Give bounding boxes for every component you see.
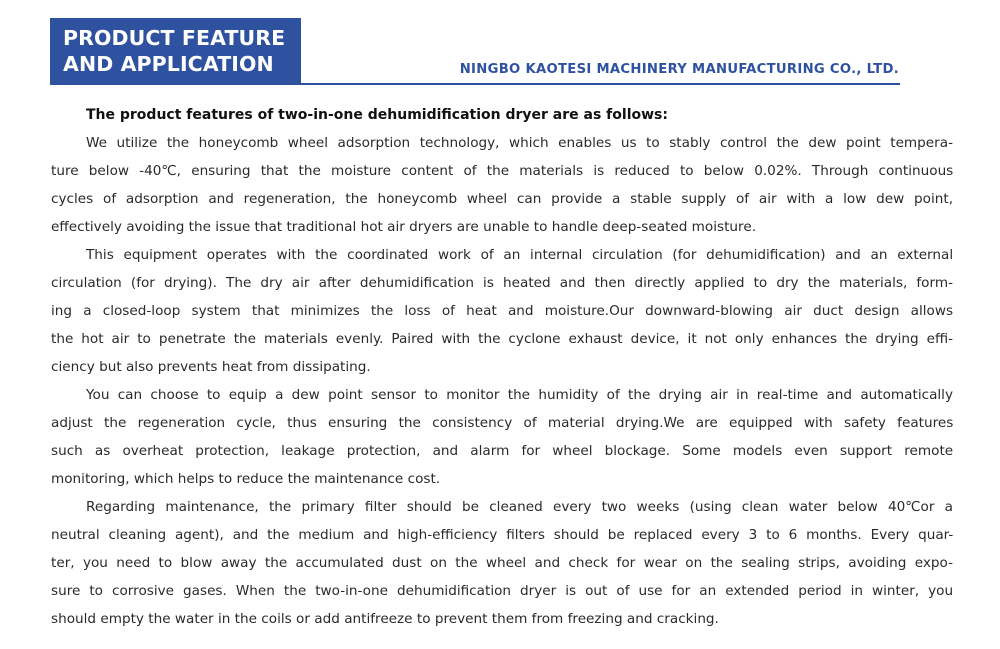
text-line: ciency but also prevents heat from dissipating. xyxy=(51,359,371,375)
text-line: ture below -40℃, ensuring that the moisture content of the materials is reduced to below 0.02%. Through continuous xyxy=(51,163,954,179)
paragraph-circulation-design xyxy=(51,241,953,381)
text-line: You can choose to equip a dew point sensor to monitor the humidity of the drying air in real-time and automatically xyxy=(86,387,953,403)
text-line: cycles of adsorption and regeneration, the honeycomb wheel can provide a stable supply of air with a low dew point, xyxy=(51,191,954,207)
text-line: effectively avoiding the issue that traditional hot air dryers are unable to handle deep-seated moisture. xyxy=(51,219,757,235)
paragraph-sensors-safety xyxy=(51,381,953,493)
text-line: Regarding maintenance, the primary filter should be cleaned every two weeks (using clean water below 40℃or a xyxy=(86,499,953,515)
text-line: This equipment operates with the coordinated work of an internal circulation (for dehumidification) and an external xyxy=(86,247,954,263)
text-line: adjust the regeneration cycle, thus ensuring the consistency of material drying.We are equipped with safety features xyxy=(51,415,954,431)
text-line: sure to corrosive gases. When the two-in-one dehumidification dryer is out of use for an extended period in winter, you xyxy=(51,583,954,599)
text-line: circulation (for drying). The dry air after dehumidification is heated and then directly applied to dry the materials, form- xyxy=(51,275,953,291)
company-name: NINGBO KAOTESI MACHINERY MANUFACTURING CO., LTD. xyxy=(459,62,899,77)
text-line: ter, you need to blow away the accumulated dust on the wheel and check for wear on the sealing strips, avoiding expo- xyxy=(51,555,953,571)
text-line: monitoring, which helps to reduce the maintenance cost. xyxy=(51,471,441,487)
paragraph-maintenance xyxy=(51,493,953,633)
text-line: such as overheat protection, leakage protection, and alarm for wheel blockage. Some models even support remote xyxy=(51,443,954,459)
text-line: We utilize the honeycomb wheel adsorption technology, which enables us to stably control the dew point tempera- xyxy=(86,135,953,151)
text-line: neutral cleaning agent), and the medium and high-efficiency filters should be replaced every 3 to 6 months. Every quar- xyxy=(51,527,954,543)
paragraph-dew-point-control xyxy=(51,129,953,241)
section-title-banner xyxy=(50,18,301,85)
header-divider xyxy=(301,83,900,85)
article-body xyxy=(51,101,953,633)
text-line: should empty the water in the coils or add antifreeze to prevent them from freezing and cracking. xyxy=(51,611,719,627)
features-heading: The product features of two-in-one dehumidification dryer are as follows: xyxy=(86,107,668,123)
text-line: ing a closed-loop system that minimizes the loss of heat and moisture.Our downward-blowing air duct design allows xyxy=(51,303,954,319)
section-title-line-2: AND APPLICATION xyxy=(63,52,274,76)
section-title-line-1: PRODUCT FEATURE xyxy=(63,26,286,50)
text-line: the hot air to penetrate the materials evenly. Paired with the cyclone exhaust device, it not only enhances the drying effi- xyxy=(51,331,953,347)
